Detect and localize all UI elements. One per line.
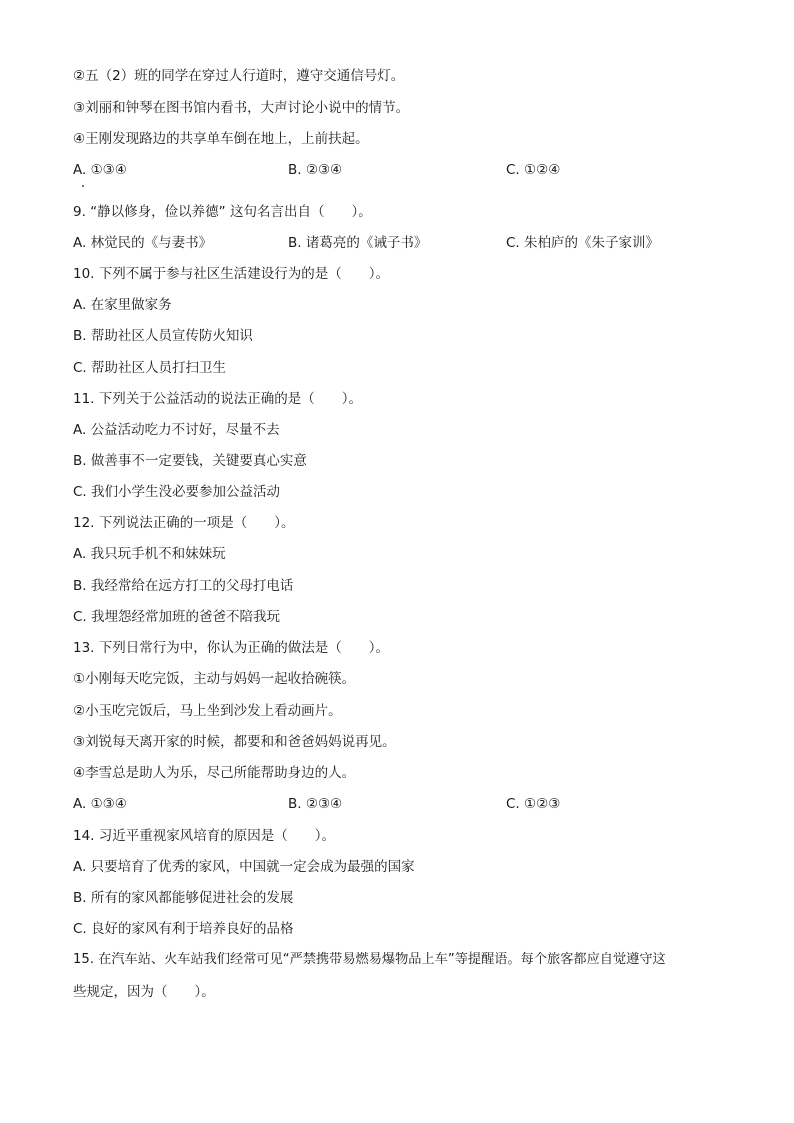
q9-option-b: B. 诸葛亮的《诫子书》 [288,235,428,251]
q8-option-b: B. ②③④ [288,162,343,178]
q8-option-c: C. ①②④ [506,162,561,178]
stray-dot [82,185,84,187]
q14-question: 14. 习近平重视家风培育的原因是（ ）。 [73,828,336,844]
q15-question-line-2: 些规定，因为（ ）。 [73,984,215,1000]
q9-question: 9. “静以修身，俭以养德” 这句名言出自（ ）。 [73,204,372,220]
q13-item-3: ③刘锐每天离开家的时候，都要和和爸爸妈妈说再见。 [73,734,396,750]
q8-item-2: ②五（2）班的同学在穿过人行道时，遵守交通信号灯。 [73,68,405,84]
q9-option-c: C. 朱柏庐的《朱子家训》 [506,235,660,251]
q10-question: 10. 下列不属于参与社区生活建设行为的是（ ）。 [73,266,390,282]
q11-option-c: C. 我们小学生没必要参加公益活动 [73,484,281,500]
q12-question: 12. 下列说法正确的一项是（ ）。 [73,515,295,531]
q10-option-c: C. 帮助社区人员打扫卫生 [73,360,227,376]
q8-option-a: A. ①③④ [73,162,127,178]
q8-item-4: ④王刚发现路边的共享单车倒在地上，上前扶起。 [73,131,369,147]
q14-option-b: B. 所有的家风都能够促进社会的发展 [73,890,294,906]
q11-option-b: B. 做善事不一定要钱，关键要真心实意 [73,453,307,469]
q12-option-c: C. 我埋怨经常加班的爸爸不陪我玩 [73,609,281,625]
q14-option-a: A. 只要培育了优秀的家风，中国就一定会成为最强的国家 [73,859,415,875]
q11-question: 11. 下列关于公益活动的说法正确的是（ ）。 [73,391,363,407]
q10-option-b: B. 帮助社区人员宣传防火知识 [73,328,253,344]
q13-item-2: ②小玉吃完饭后，马上坐到沙发上看动画片。 [73,703,342,719]
q11-option-a: A. 公益活动吃力不讨好，尽量不去 [73,422,280,438]
q8-item-3: ③刘丽和钟琴在图书馆内看书，大声讨论小说中的情节。 [73,100,410,116]
q13-option-a: A. ①③④ [73,796,127,812]
q10-option-a: A. 在家里做家务 [73,297,172,313]
q13-item-4: ④李雪总是助人为乐，尽己所能帮助身边的人。 [73,765,356,781]
q13-option-b: B. ②③④ [288,796,343,812]
q12-option-a: A. 我只玩手机不和妹妹玩 [73,546,226,562]
q13-question: 13. 下列日常行为中，你认为正确的做法是（ ）。 [73,640,390,656]
q14-option-c: C. 良好的家风有利于培养良好的品格 [73,921,294,937]
q12-option-b: B. 我经常给在远方打工的父母打电话 [73,578,294,594]
q13-item-1: ①小刚每天吃完饭，主动与妈妈一起收拾碗筷。 [73,671,356,687]
q15-question-line-1: 15. 在汽车站、火车站我们经常可见“严禁携带易燃易爆物品上车”等提醒语。每个旅客都应自觉遵守这 [73,952,666,967]
q13-option-c: C. ①②③ [506,796,561,812]
q9-option-a: A. 林觉民的《与妻书》 [73,235,213,251]
